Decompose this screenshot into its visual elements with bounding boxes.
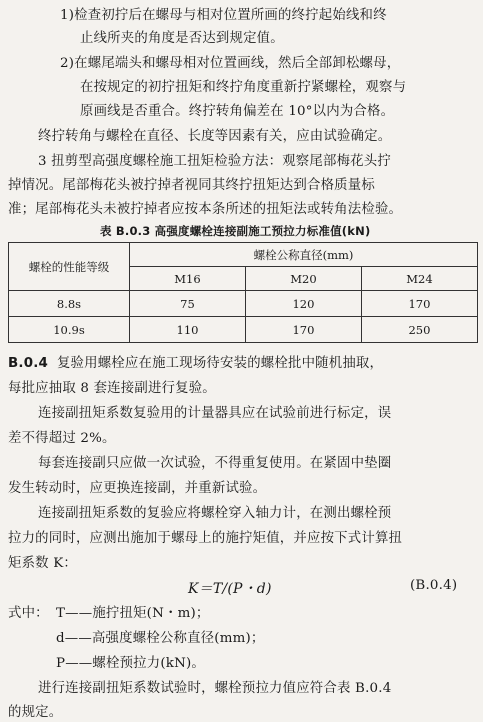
table-cell: 250 — [361, 317, 477, 343]
formula: K＝T/(P・d) — [188, 581, 272, 597]
formula-label: (B.0.4) — [410, 578, 458, 593]
preload-table — [8, 242, 478, 343]
where-item-T: T——施拧扭矩(N・m)； — [56, 606, 210, 621]
text-line: 每批应抽取 8 套连接副进行复验。 — [8, 381, 216, 396]
table-cell: 170 — [245, 317, 361, 343]
text-line: 2)在螺尾端头和螺母相对位置画线，然后全部卸松螺母， — [60, 56, 401, 71]
table-cell-grade: 10.9s — [9, 317, 130, 343]
text-line: 终拧转角与螺栓在直径、长度等因素有关，应由试验确定。 — [38, 129, 392, 144]
text-line: 差不得超过 2%。 — [8, 431, 116, 446]
table-cell-grade: 8.8s — [9, 291, 130, 317]
text-line: 止线所夹的角度是否达到规定值。 — [80, 31, 284, 46]
where-item-P: P——螺栓预拉力(kN)。 — [56, 656, 206, 671]
text-line: 1)检查初拧后在螺母与相对位置所画的终拧起始线和终 — [60, 8, 387, 23]
text-line: 准；尾部梅花头未被拧掉者应按本条所述的扭矩法或转角法检验。 — [8, 202, 403, 217]
table-cell: 75 — [130, 291, 246, 317]
text-line: 矩系数 K： — [8, 556, 78, 571]
text-line: 每套连接副只应做一次试验，不得重复使用。在紧固中垫圈 — [38, 456, 392, 471]
table-column-header: M24 — [361, 267, 477, 291]
table-column-header: M16 — [130, 267, 246, 291]
table-column-header: M20 — [245, 267, 361, 291]
text-line: 进行连接副扭矩系数试验时，螺栓预拉力值应符合表 B.0.4 — [38, 681, 392, 696]
text-line: 掉情况。尾部梅花头被拧掉者视同其终拧扭矩达到合格质量标 — [8, 178, 375, 193]
table-row — [9, 317, 478, 343]
table-row — [9, 291, 478, 317]
table-caption: 表 B.0.3 高强度螺栓连接副施工预拉力标准值(kN) — [100, 224, 371, 238]
text-line: 拉力的同时，应测出施加于螺母上的施拧矩值，并应按下式计算扭 — [8, 531, 403, 546]
table-cell: 110 — [130, 317, 246, 343]
text-line: 在按规定的初拧扭矩和终拧角度重新拧紧螺栓，观察与 — [80, 80, 407, 95]
where-intro: 式中： — [8, 606, 49, 621]
table-header-grade: 螺栓的性能等级 — [9, 243, 130, 291]
text-line: 3 扭剪型高强度螺栓施工扭矩检验方法：观察尾部梅花头拧 — [38, 154, 391, 169]
text-line: 连接副扭矩系数的复验应将螺栓穿入轴力计，在测出螺栓预 — [38, 506, 392, 521]
section-line: B.0.4 复验用螺栓应在施工现场待安装的螺栓批中随机抽取， — [8, 356, 384, 371]
table-header-diameter: 螺栓公称直径(mm) — [130, 243, 478, 267]
text-line: 连接副扭矩系数复验用的计量器具应在试验前进行标定，误 — [38, 406, 392, 421]
table-cell: 170 — [361, 291, 477, 317]
where-item-d: d——高强度螺栓公称直径(mm)； — [56, 631, 265, 646]
text-line: 的规定。 — [8, 705, 63, 720]
text-line: 原画线是否重合。终拧转角偏差在 10°以内为合格。 — [80, 104, 395, 119]
text-line: 发生转动时，应更换连接副，并重新试验。 — [8, 481, 267, 496]
table-cell: 120 — [245, 291, 361, 317]
section-number: B.0.4 — [8, 356, 49, 371]
